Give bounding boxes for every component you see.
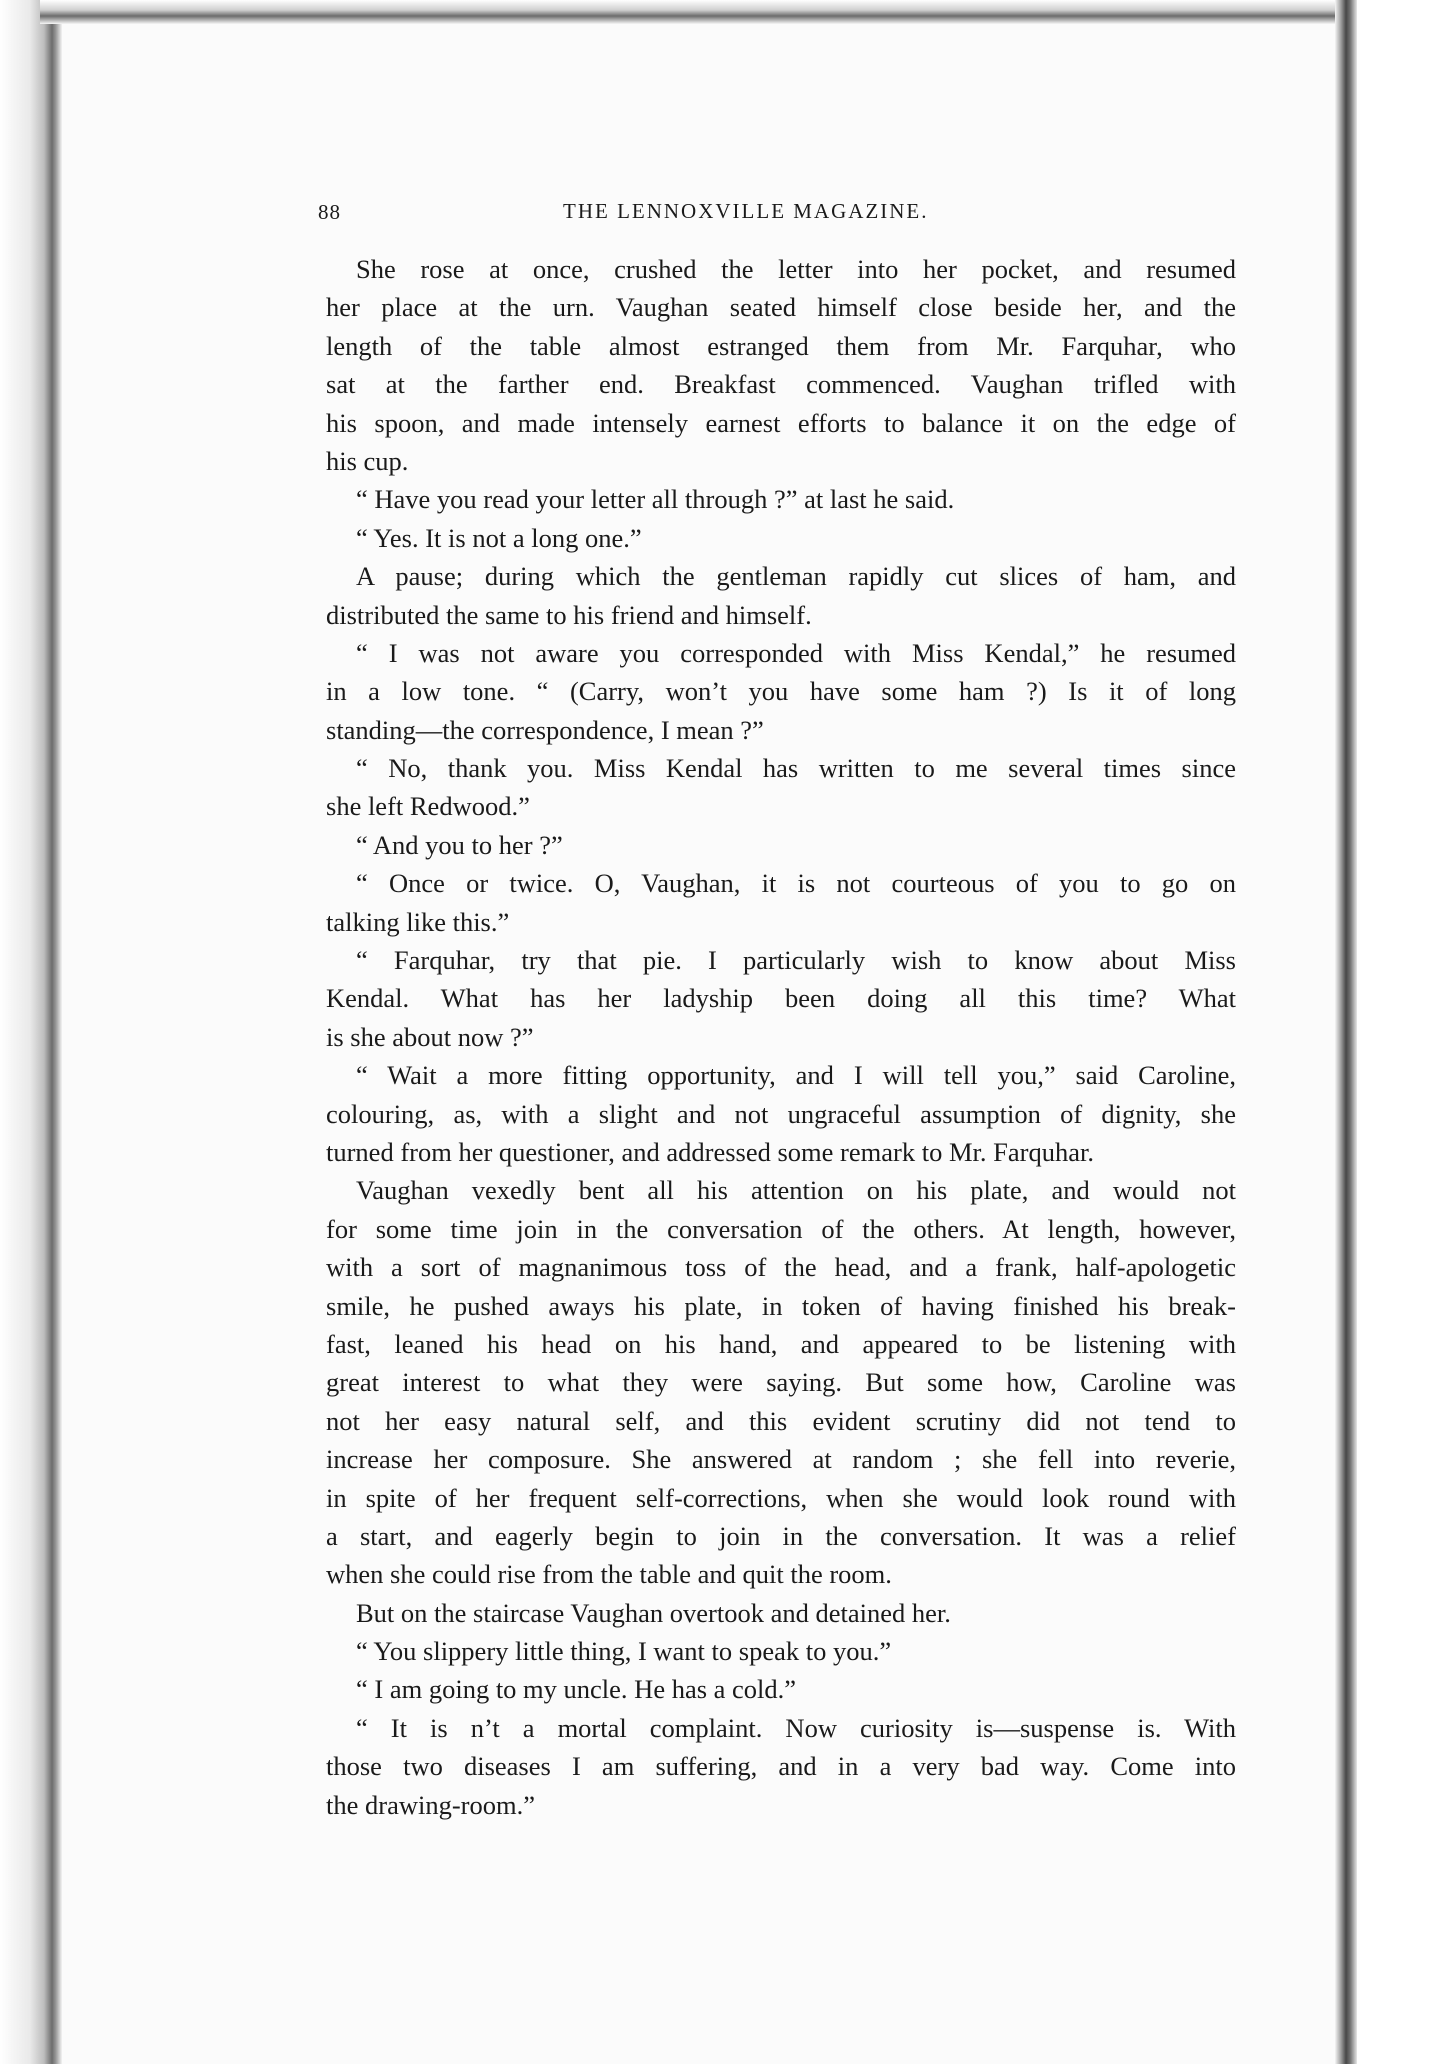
text-line: Vaughan vexedly bent all his attention on his plate, and would not — [356, 1175, 1236, 1206]
text-line: his spoon, and made intensely earnest efforts to balance it on the edge of — [326, 407, 1236, 438]
text-line: “ Yes. It is not a long one.” — [356, 522, 642, 553]
text-line: colouring, as, with a slight and not ungraceful assumption of dignity, she — [326, 1098, 1236, 1129]
text-line: “ Once or twice. O, Vaughan, it is not courteous of you to go on — [356, 868, 1236, 899]
page-number: 88 — [318, 200, 341, 224]
text-line: “ You slippery little thing, I want to speak to you.” — [356, 1636, 892, 1667]
text-line: his cup. — [326, 445, 409, 476]
scan-top-edge — [40, 0, 1360, 24]
running-head — [318, 196, 1236, 236]
text-line: with a sort of magnanimous toss of the head, and a frank, half-apologetic — [326, 1252, 1236, 1283]
text-line: A pause; during which the gentleman rapidly cut slices of ham, and — [356, 561, 1236, 592]
text-line: standing—the correspondence, I mean ?” — [326, 714, 764, 745]
text-line: great interest to what they were saying. But some how, Caroline was — [326, 1367, 1236, 1398]
text-line: “ No, thank you. Miss Kendal has written to me several times since — [356, 753, 1236, 784]
text-line: length of the table almost estranged them from Mr. Farquhar, who — [326, 330, 1236, 361]
text-line: “ And you to her ?” — [356, 829, 563, 860]
text-line: a start, and eagerly begin to join in the conversation. It was a relief — [326, 1520, 1236, 1551]
text-line: “ Farquhar, try that pie. I particularly wish to know about Miss — [356, 945, 1236, 976]
scan-margin — [1357, 0, 1432, 2064]
text-line: the drawing-room.” — [326, 1789, 535, 1820]
text-line: turned from her questioner, and addressed some remark to Mr. Farquhar. — [326, 1136, 1094, 1167]
magazine-title: THE LENNOXVILLE MAGAZINE. — [563, 199, 929, 223]
text-line: Kendal. What has her ladyship been doing all this time? What — [326, 983, 1236, 1014]
text-line: for some time join in the conversation of the others. At length, however, — [326, 1213, 1236, 1244]
scan-left-edge — [0, 0, 62, 2064]
text-line: sat at the farther end. Breakfast commenced. Vaughan trifled with — [326, 369, 1236, 400]
text-line: increase her composure. She answered at random ; she fell into reverie, — [326, 1444, 1236, 1475]
text-line: “ Wait a more fitting opportunity, and I will tell you,” said Caroline, — [356, 1060, 1236, 1091]
text-line: she left Redwood.” — [326, 791, 530, 822]
text-line: is she about now ?” — [326, 1021, 534, 1052]
scan-right-edge — [1335, 0, 1357, 2064]
text-line: when she could rise from the table and quit the room. — [326, 1559, 892, 1590]
text-line: smile, he pushed aways his plate, in token of having finished his break- — [326, 1290, 1236, 1321]
text-line: her place at the urn. Vaughan seated himself close beside her, and the — [326, 292, 1236, 323]
text-line: “ Have you read your letter all through ?” at last he said. — [356, 484, 955, 515]
text-line: She rose at once, crushed the letter into her pocket, and resumed — [356, 254, 1236, 284]
text-line: fast, leaned his head on his hand, and appeared to be listening with — [326, 1328, 1236, 1359]
text-line: “ I am going to my uncle. He has a cold.” — [356, 1674, 797, 1705]
text-line: “ It is n’t a mortal complaint. Now curiosity is—suspense is. With — [356, 1712, 1236, 1743]
text-line: those two diseases I am suffering, and in a very bad way. Come into — [326, 1751, 1236, 1782]
text-line: in a low tone. “ (Carry, won’t you have some ham ?) Is it of long — [326, 676, 1236, 707]
text-line: talking like this.” — [326, 906, 510, 937]
text-line: “ I was not aware you corresponded with Miss Kendal,” he resumed — [356, 637, 1236, 668]
text-line: in spite of her frequent self-corrections, when she would look round with — [326, 1482, 1236, 1513]
text-line: But on the staircase Vaughan overtook and detained her. — [356, 1597, 951, 1628]
text-line: not her easy natural self, and this evident scrutiny did not tend to — [326, 1405, 1236, 1436]
body-text — [326, 250, 1236, 1824]
text-line: distributed the same to his friend and himself. — [326, 599, 812, 630]
